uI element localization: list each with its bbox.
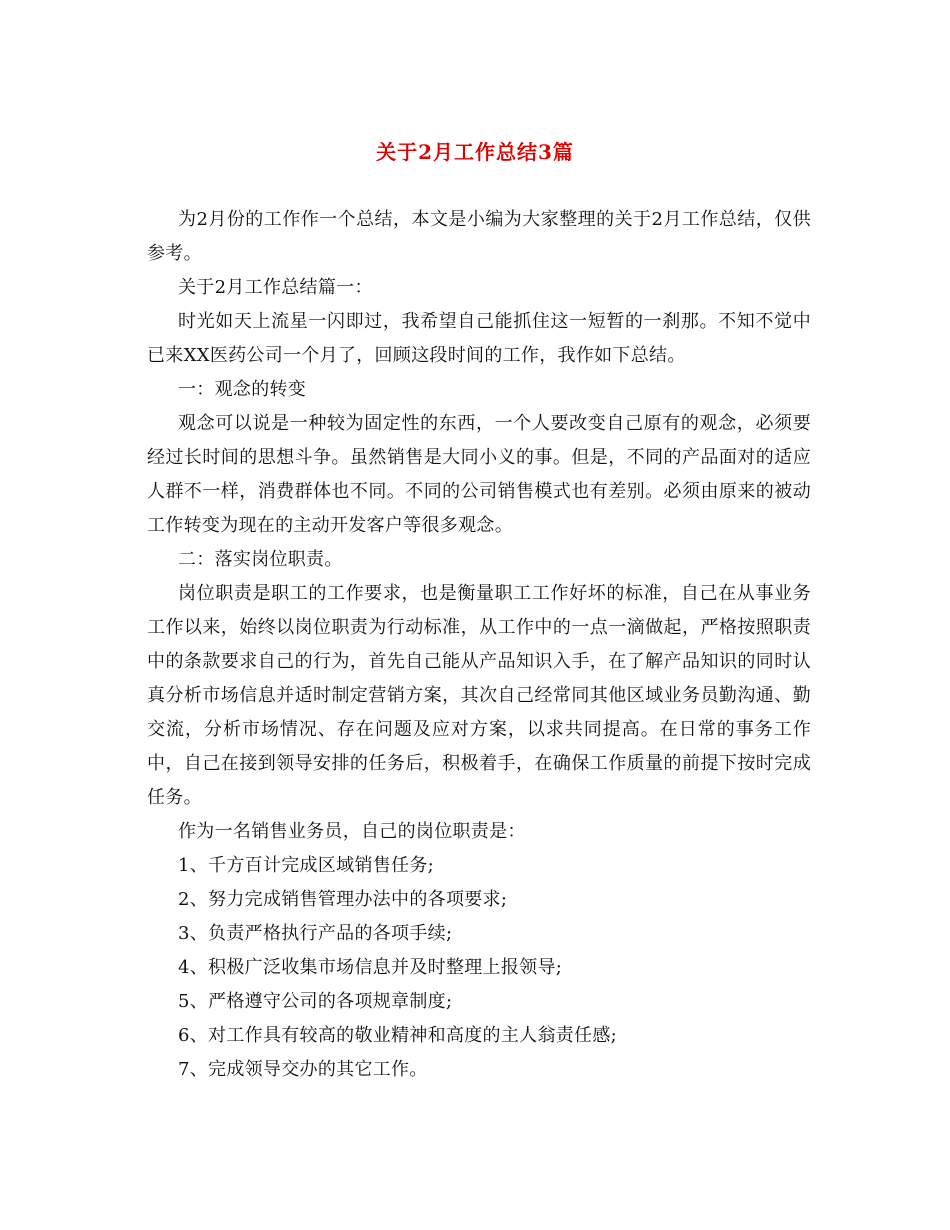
job-duties-paragraph: 岗位职责是职工的工作要求，也是衡量职工工作好坏的标准，自己在从事业务工作以来，始终以岗位职责为行动标准，从工作中的一点一滴做起，严格按照职责中的条款要求自己的行为，首先自己能从产品知识入手，在了解产品知识的同时认真分析市场信息并适时制定营销方案，其次自己经常同其他区域业务员勤沟通、勤交流，分析市场情况、存在问题及应对方案，以求共同提高。在日常的事务工作中，自己在接到领导安排的任务后，积极着手，在确保工作质量的前提下按时完成任务。 xyxy=(147,583,811,808)
intro-paragraph: 为2月份的工作作一个总结，本文是小编为大家整理的关于2月工作总结，仅供参考。 xyxy=(147,209,811,264)
subheading-job-duties: 二：落实岗位职责。 xyxy=(178,549,343,570)
list-item: 6、对工作具有较高的敬业精神和高度的主人翁责任感; xyxy=(178,1025,618,1046)
subheading-mindset-change: 一：观念的转变 xyxy=(178,379,307,400)
document-body xyxy=(147,203,811,1087)
list-item: 5、严格遵守公司的各项规章制度; xyxy=(178,991,453,1012)
opening-paragraph: 时光如天上流星一闪即过，我希望自己能抓住这一短暂的一刹那。不知不觉中已来XX医药公司一个月了，回顾这段时间的工作，我作如下总结。 xyxy=(147,311,811,366)
duties-intro-line: 作为一名销售业务员，自己的岗位职责是： xyxy=(178,821,526,842)
section-heading-part-one: 关于2月工作总结篇一： xyxy=(178,277,373,298)
document-title: 关于2月工作总结3篇 xyxy=(376,140,574,164)
list-item: 1、千方百计完成区域销售任务; xyxy=(178,855,435,876)
list-item: 4、积极广泛收集市场信息并及时整理上报领导; xyxy=(178,957,563,978)
list-item: 7、完成领导交办的其它工作。 xyxy=(178,1059,428,1080)
mindset-paragraph: 观念可以说是一种较为固定性的东西，一个人要改变自己原有的观念，必须要经过长时间的思想斗争。虽然销售是大同小义的事。但是，不同的产品面对的适应人群不一样，消费群体也不同。不同的公司销售模式也有差别。必须由原来的被动工作转变为现在的主动开发客户等很多观念。 xyxy=(147,413,811,536)
list-item: 2、努力完成销售管理办法中的各项要求; xyxy=(178,889,508,910)
list-item: 3、负责严格执行产品的各项手续; xyxy=(178,923,453,944)
